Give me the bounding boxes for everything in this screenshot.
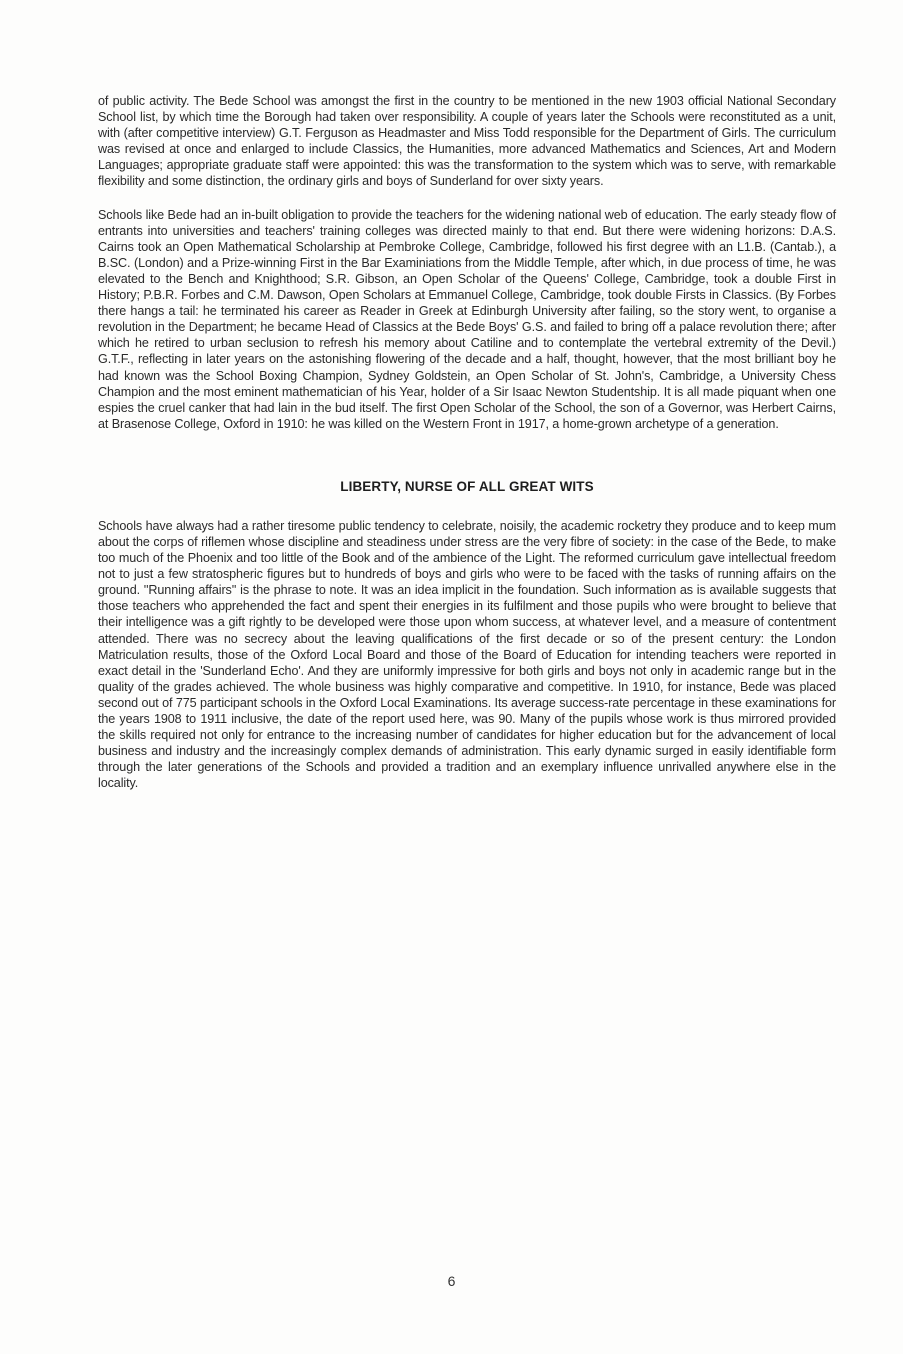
paragraph-schools-celebrate: Schools have always had a rather tiresome public tendency to celebrate, noisily, the academic rocketry they produce and to keep mum about the corps of riflemen whose discipline and steadiness under stress are the very fibre of society: in the case of the Bede, to make too much of the Phoenix and too little of the Book and of the ambience of the Light. The reformed curriculum gave intellectual freedom not to just a few stratospheric figures but to hundreds of boys and girls who were to be faced with the tasks of running affairs on the ground. ''Running affairs'' is the phrase to note. It was an idea implicit in the foundation. Such information as is available suggests that those teachers who apprehended the fact and spent their energies in its fulfilment and those pupils who were brought to believe that their intelligence was a gift rightly to be developed were those upon whom success, at whatever level, and a measure of contentment attended. There was no secrecy about the leaving qualifications of the first decade or so of the present century: the London Matriculation results, those of the Oxford Local Board and those of the Board of Education for intending teachers were reported in exact detail in the 'Sunderland Echo'. And they are uniformly impressive for both girls and boys not only in academic range but in the quality of the grades achieved. The whole business was highly comparative and competitive. In 1910, for instance, Bede was placed second out of 775 participant schools in the Oxford Local Examinations. Its average success-rate percentage in these examinations for the years 1908 to 1911 inclusive, the date of the report used here, was 90. Many of the pupils whose work is thus mirrored provided the skills required not only for entrance to the increasing number of candidates for higher education but for the advancement of local business and industry and the increasingly complex demands of administration. This early dynamic surged in easily identifiable form through the later generations of the Schools and provided a tradition and an exemplary influence unrivalled anywhere else in the locality. xyxy=(98,518,836,791)
page-number: 6 xyxy=(447,1273,456,1289)
section-heading: LIBERTY, NURSE OF ALL GREAT WITS xyxy=(340,478,594,494)
paragraph-public-activity: of public activity. The Bede School was amongst the first in the country to be mentioned in the new 1903 official National Secondary School list, by which time the Borough had taken over responsibility. A couple of years later the Schools were reconstituted as a unit, with (after competitive interview) G.T. Ferguson as Headmaster and Miss Todd responsible for the Department of Girls. The curriculum was revised at once and enlarged to include Classics, the Humanities, more advanced Mathematics and Sciences, Art and Modern Languages; appropriate graduate staff were appointed: this was the transformation to the system which was to serve, with remarkable flexibility and some distinction, the ordinary girls and boys of Sunderland for over sixty years. xyxy=(98,94,836,189)
document-page xyxy=(98,93,836,791)
paragraph-schools-like-bede: Schools like Bede had an in-built obligation to provide the teachers for the widening national web of education. The early steady flow of entrants into universities and teachers' training colleges was directed mainly to that end. But there were widening horizons: D.A.S. Cairns took an Open Mathematical Scholarship at Pembroke College, Cambridge, followed his first degree with an L1.B. (Cantab.), a B.SC. (London) and a Prize-winning First in the Bar Examiniations from the Middle Temple, after which, in due process of time, he was elevated to the Bench and Knighthood; S.R. Gibson, an Open Scholar of the Queens' College, Cambridge, took a double First in History; P.B.R. Forbes and C.M. Dawson, Open Scholars at Emmanuel College, Cambridge, took double Firsts in Classics. (By Forbes there hangs a tail: he terminated his career as Reader in Greek at Edinburgh University after failing, so the story went, to organise a revolution in the Department; he became Head of Classics at the Bede Boys' G.S. and failed to bring off a palace revolution there; after which he retired to urban seclusion to refresh his memory about Catiline and to contemplate the vertebral extremity of the Devil.) G.T.F., reflecting in later years on the astonishing flowering of the decade and a half, thought, however, that the most brilliant boy he had known was the School Boxing Champion, Sydney Goldstein, an Open Scholar of St. John's, Cambridge, a University Chess Champion and the most eminent mathematician of his Year, holder of a Sir Isaac Newton Studentship. It is all made piquant when one espies the cruel canker that had lain in the bud itself. The first Open Scholar of the School, the son of a Governor, was Herbert Cairns, at Brasenose College, Oxford in 1910: he was killed on the Western Front in 1917, a home-grown archetype of a generation. xyxy=(98,207,836,431)
